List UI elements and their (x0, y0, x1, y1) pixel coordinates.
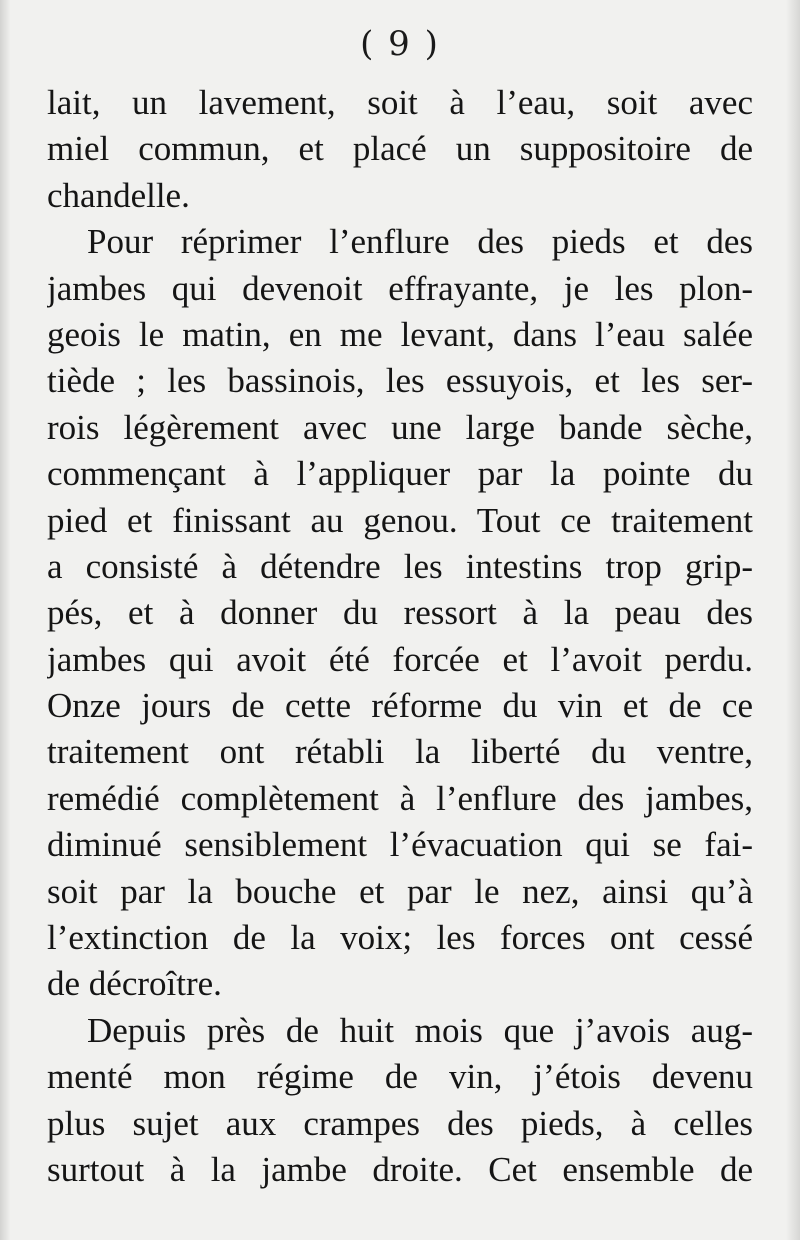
text-line: geois le matin, en me levant, dans l’eau salée (47, 314, 753, 354)
text-line: commençant à l’appliquer par la pointe du (47, 454, 753, 494)
text-line: tiède ; les bassinois, les essuyois, et les ser- (47, 361, 753, 401)
text-line: soit par la bouche et par le nez, ainsi qu’à (47, 871, 753, 911)
text-line: diminué sensiblement l’évacuation qui se fai- (47, 825, 753, 865)
text-line: pied et finissant au genou. Tout ce traitement (47, 500, 753, 540)
page-number: ( 9 ) (360, 24, 440, 64)
text-line: miel commun, et placé un suppositoire de (47, 129, 753, 169)
text-line: pés, et à donner du ressort à la peau des (47, 593, 753, 633)
text-line: remédié complètement à l’enflure des jambes, (47, 778, 753, 818)
text-line: chandelle. (47, 175, 190, 215)
text-line: lait, un lavement, soit à l’eau, soit avec (47, 83, 753, 122)
text-line: menté mon régime de vin, j’étois devenu (47, 1057, 753, 1097)
text-line: de décroître. (47, 964, 222, 1004)
paragraph-start-line: Depuis près de huit mois que j’avois aug- (87, 1010, 753, 1050)
text-line: l’extinction de la voix; les forces ont cessé (47, 918, 753, 958)
page-left-edge (0, 0, 10, 1240)
text-line: surtout à la jambe droite. Cet ensemble de (47, 1149, 753, 1189)
text-line: traitement ont rétabli la liberté du ventre, (47, 732, 753, 772)
text-line: a consisté à détendre les intestins trop grip- (47, 546, 753, 586)
page-right-edge (786, 0, 800, 1240)
text-line: plus sujet aux crampes des pieds, à celles (47, 1103, 753, 1143)
text-line: Onze jours de cette réforme du vin et de ce (47, 686, 753, 726)
text-line: jambes qui avoit été forcée et l’avoit perdu. (47, 639, 753, 679)
text-line: rois légèrement avec une large bande sèche, (47, 407, 753, 447)
body-text (47, 80, 753, 1193)
text-line: jambes qui devenoit effrayante, je les plon- (47, 268, 753, 308)
paragraph-start-line: Pour réprimer l’enflure des pieds et des (87, 222, 753, 262)
